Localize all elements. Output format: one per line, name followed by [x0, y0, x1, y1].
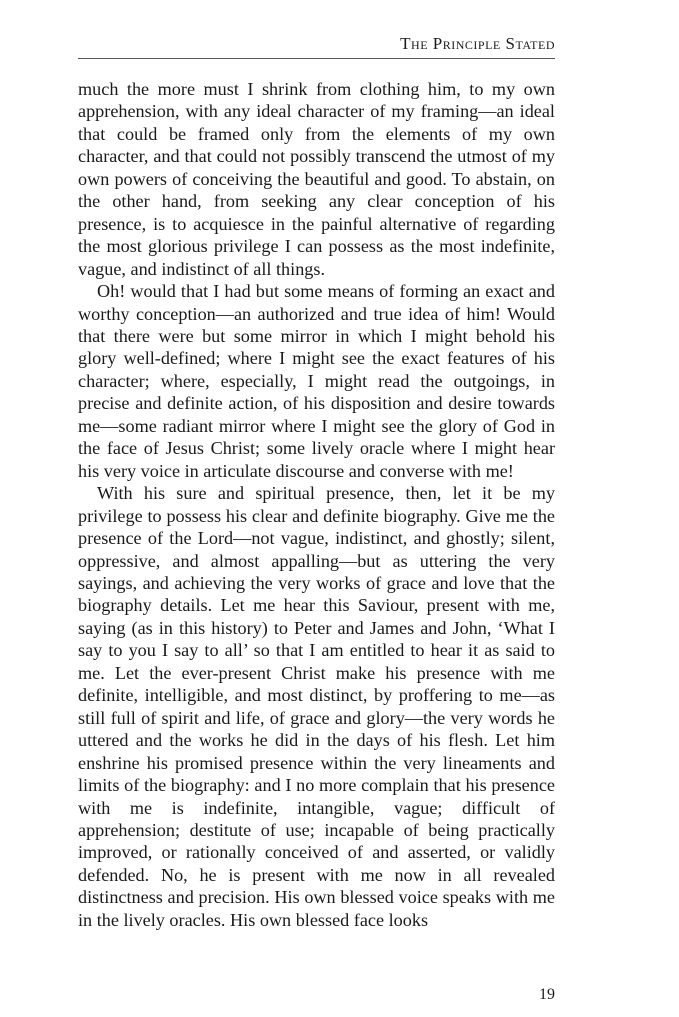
paragraph-2: Oh! would that I had but some means of forming an exact and worthy conception—an authorized and true idea of him! Would that there were but some mirror in which I might behold his glory well-defined; where I might see the exact features of his character; where, especially, I might read the outgoings, in precise and definite action, of his disposition and desire towards me—some radiant mirror where I might see the glory of God in the face of Jesus Christ; some lively oracle where I might hear his very voice in articulate discourse and converse with me! — [78, 281, 555, 481]
paragraph-3: With his sure and spiritual presence, then, let it be my privilege to possess his clear and definite biography. Give me the presence of the Lord—not vague, indistinct, and ghostly; silent, oppressive, and almost appalling—but as uttering the very sayings, and achieving the very works of grace and love that the biography details. Let me hear this Saviour, present with me, saying (as in this history) to Peter and James and John, ‘What I say to you I say to all’ so that I am entitled to hear it as said to me. Let the ever-present Christ make his presence with me definite, intelligible, and most distinct, by proffering to me—as still full of spirit and life, of grace and glory—the very words he uttered and the works he did in the days of his flesh. Let him enshrine his promised presence within the very lineaments and limits of the biography: and I no more complain that his presence with me is indefinite, intangible, vague; difficult of apprehension; destitute of use; incapable of being practically improved, or rationally conceived of and asserted, or validly defended. No, he is present with me now in all revealed distinctness and precision. His own blessed voice speaks with me in the lively oracles. His own blessed face looks — [78, 483, 555, 930]
page-number: 19 — [539, 986, 555, 1003]
header-rule — [78, 58, 555, 59]
body-text — [78, 78, 555, 931]
paragraph-1: much the more must I shrink from clothing him, to my own apprehension, with any ideal character of my framing—an ideal that could be framed only from the elements of my own character, and that could not possibly transcend the utmost of my own powers of conceiving the beautiful and good. To abstain, on the other hand, from seeking any clear conception of his presence, is to acquiesce in the painful alternative of regarding the most glorious privilege I can possess as the most indefinite, vague, and indistinct of all things. — [78, 79, 555, 279]
running-head: The Principle Stated — [400, 34, 555, 53]
